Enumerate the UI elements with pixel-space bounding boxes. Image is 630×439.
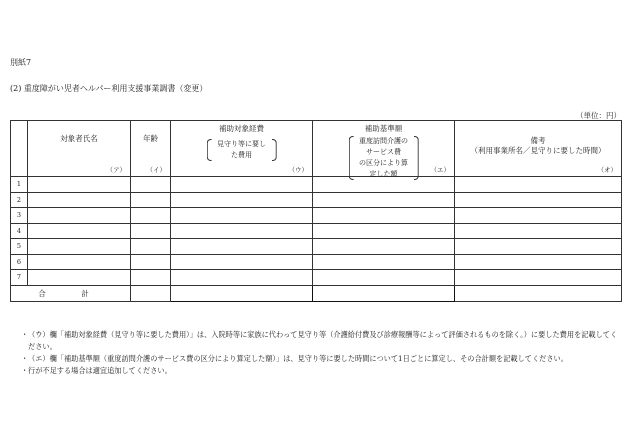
header-standard-amount-bracket xyxy=(348,136,419,180)
cell-age[interactable] xyxy=(131,208,171,224)
header-remarks-title: 備考 xyxy=(530,136,546,145)
cell-eligible-cost[interactable] xyxy=(171,223,313,239)
cell-remarks[interactable] xyxy=(455,192,622,208)
header-eligible-cost-letter: （ウ） xyxy=(288,166,308,174)
header-standard-amount-bracket-line1: 重度訪問介護のサービス費 xyxy=(359,137,408,156)
cell-age[interactable] xyxy=(131,270,171,286)
cell-eligible-cost[interactable] xyxy=(171,177,313,193)
cell-standard-amount[interactable] xyxy=(313,208,455,224)
cell-name[interactable] xyxy=(28,177,131,193)
header-name xyxy=(28,121,131,177)
note-item xyxy=(21,365,621,377)
row-number: 4 xyxy=(11,223,28,239)
header-standard-amount-letter: （エ） xyxy=(430,166,450,174)
cell-name[interactable] xyxy=(28,254,131,270)
header-standard-amount xyxy=(313,121,455,177)
note-bullet: ・ xyxy=(21,366,29,375)
header-age-title: 年齢 xyxy=(143,134,158,143)
cell-standard-amount[interactable] xyxy=(313,270,455,286)
cell-name[interactable] xyxy=(28,239,131,255)
note-item xyxy=(21,353,621,365)
table-row xyxy=(11,177,622,193)
table-row xyxy=(11,208,622,224)
cell-name[interactable] xyxy=(28,223,131,239)
row-number: 5 xyxy=(11,239,28,255)
header-remarks xyxy=(455,121,622,177)
header-eligible-cost-bracket-text: 見守り等に要した費用 xyxy=(217,140,266,159)
header-number xyxy=(11,121,28,177)
row-number: 3 xyxy=(11,208,28,224)
cell-age[interactable] xyxy=(131,223,171,239)
cell-remarks[interactable] xyxy=(455,239,622,255)
cell-eligible-cost[interactable] xyxy=(171,254,313,270)
header-standard-amount-title: 補助基準額 xyxy=(364,124,403,133)
cell-remarks[interactable] xyxy=(455,254,622,270)
cell-standard-amount[interactable] xyxy=(313,223,455,239)
header-eligible-cost-bracket xyxy=(206,139,277,161)
cell-age[interactable] xyxy=(131,177,171,193)
survey-table xyxy=(10,120,622,302)
unit-label: （単位：円） xyxy=(576,111,621,120)
note-bullet: ・ xyxy=(21,330,29,339)
note-item xyxy=(21,329,621,353)
cell-standard-amount[interactable] xyxy=(313,254,455,270)
cell-eligible-cost[interactable] xyxy=(171,270,313,286)
cell-age[interactable] xyxy=(131,254,171,270)
note-text: （ウ）欄「補助対象経費（見守り等に要した費用）」は、入院時等に家族に代わって見守り等（介護給付費及び診療報酬等によって評価されるものを除く。）に要した費用を記載してください。 xyxy=(28,330,618,351)
cell-remarks[interactable] xyxy=(455,208,622,224)
document-title: (2) 重度障がい児者ヘルパー利用支援事業調書（変更） xyxy=(10,84,208,93)
total-row xyxy=(11,285,622,301)
header-eligible-cost xyxy=(171,121,313,177)
cell-name[interactable] xyxy=(28,192,131,208)
header-name-title: 対象者氏名 xyxy=(60,134,98,143)
header-standard-amount-bracket-line2: の区分により算定した額 xyxy=(359,159,408,178)
total-standard-amount[interactable] xyxy=(313,285,455,301)
cell-name[interactable] xyxy=(28,208,131,224)
header-remarks-letter: （オ） xyxy=(597,166,617,174)
cell-eligible-cost[interactable] xyxy=(171,239,313,255)
total-age xyxy=(131,285,171,301)
note-text: 行が不足する場合は適宜追加してください。 xyxy=(28,366,172,375)
header-age-letter: （イ） xyxy=(146,166,166,174)
cell-age[interactable] xyxy=(131,192,171,208)
table-row xyxy=(11,192,622,208)
cell-eligible-cost[interactable] xyxy=(171,192,313,208)
document-label: 別紙7 xyxy=(10,58,32,67)
cell-eligible-cost[interactable] xyxy=(171,208,313,224)
table-row xyxy=(11,270,622,286)
cell-name[interactable] xyxy=(28,270,131,286)
table-row xyxy=(11,223,622,239)
table-header-row xyxy=(11,121,622,177)
header-eligible-cost-title: 補助対象経費 xyxy=(219,124,264,133)
header-name-letter: （ア） xyxy=(106,166,126,174)
table-row xyxy=(11,239,622,255)
row-number: 7 xyxy=(11,270,28,286)
header-remarks-sub: （利用事業所名／見守りに要した時間） xyxy=(470,146,606,155)
row-number: 6 xyxy=(11,254,28,270)
notes xyxy=(21,329,621,377)
note-text: （エ）欄「補助基準額（重度訪問介護のサービス費の区分により算定した額）」は、見守り等に要した時間について1日ごとに算定し、その合計額を記載してください。 xyxy=(28,354,568,363)
row-number: 2 xyxy=(11,192,28,208)
cell-remarks[interactable] xyxy=(455,177,622,193)
cell-age[interactable] xyxy=(131,239,171,255)
cell-remarks[interactable] xyxy=(455,270,622,286)
header-age xyxy=(131,121,171,177)
total-label: 合 計 xyxy=(11,285,131,301)
table-row xyxy=(11,254,622,270)
total-eligible-cost[interactable] xyxy=(171,285,313,301)
cell-standard-amount[interactable] xyxy=(313,239,455,255)
row-number: 1 xyxy=(11,177,28,193)
note-bullet: ・ xyxy=(21,354,29,363)
cell-remarks[interactable] xyxy=(455,223,622,239)
total-remarks xyxy=(455,285,622,301)
cell-standard-amount[interactable] xyxy=(313,192,455,208)
